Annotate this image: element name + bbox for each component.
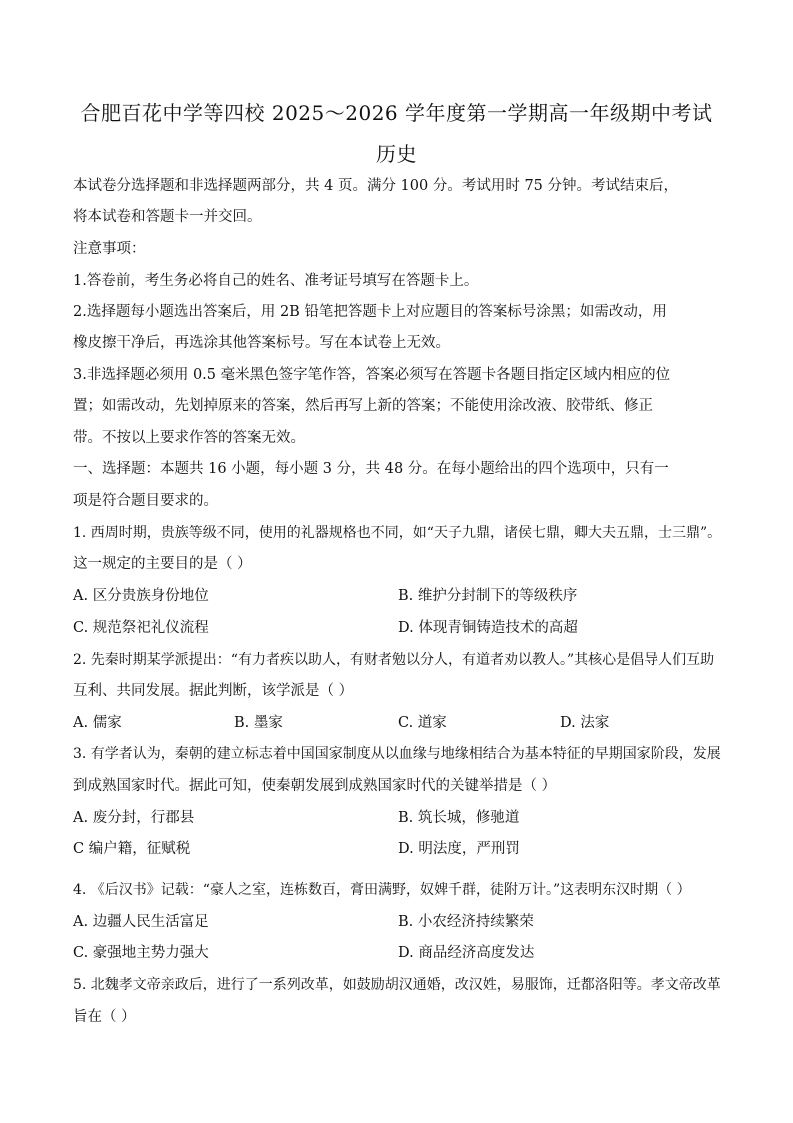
q2-option-d: D. 法家: [560, 715, 610, 731]
q5-stem-line-2: 旨在（ ）: [73, 1009, 136, 1025]
q1-option-b: B. 维护分封制下的等级秩序: [398, 588, 578, 604]
q3-option-a: A. 废分封，行郡县: [73, 810, 195, 826]
q3-option-c: C 编户籍，征赋税: [73, 841, 191, 857]
q1-option-a: A. 区分贵族身份地位: [73, 588, 209, 604]
q4-option-b: B. 小农经济持续繁荣: [398, 914, 534, 930]
section-heading-line-2: 项是符合题目要求的。: [73, 493, 218, 509]
note-3-line-1: 3.非选择题必须用 0.5 毫米黑色签字笔作答，答案必须写在答题卡各题目指定区域内相应的位: [73, 367, 671, 383]
note-3-line-2: 置；如需改动，先划掉原来的答案，然后再写上新的答案；不能使用涂改液、胶带纸、修正: [73, 398, 653, 414]
q3-option-d: D. 明法度，严刑罚: [398, 841, 520, 857]
section-heading-line-1: 一、选择题：本题共 16 小题，每小题 3 分，共 48 分。在每小题给出的四个选项中，只有一: [73, 461, 669, 477]
q5-stem-line-1: 5. 北魏孝文帝亲政后，进行了一系列改革，如鼓励胡汉通婚，改汉姓，易服饰，迁都洛阳等。孝文帝改革: [73, 977, 721, 993]
q3-stem-line-2: 到成熟国家时代。据此可知，使秦朝发展到成熟国家时代的关键举措是（ ）: [73, 778, 557, 794]
note-3-line-3: 带。不按以上要求作答的答案无效。: [73, 430, 305, 446]
q1-stem-line-1: 1. 西周时期，贵族等级不同，使用的礼器规格也不同，如“天子九鼎，诸侯七鼎，卿大夫五鼎，士三鼎”。: [73, 525, 722, 541]
q2-option-a: A. 儒家: [73, 715, 122, 731]
q4-stem-line-1: 4. 《后汉书》记载：“豪人之室，连栋数百，膏田满野，奴婢千群，徒附万计。”这表明东汉时期（ ）: [73, 882, 691, 898]
intro-line-2: 将本试卷和答题卡一并交回。: [73, 209, 262, 225]
q3-option-b: B. 筑长城，修驰道: [398, 810, 520, 826]
q2-stem-line-2: 互利、共同发展。据此判断，该学派是（ ）: [73, 683, 354, 699]
q2-stem-line-1: 2. 先秦时期某学派提出：“有力者疾以助人，有财者勉以分人，有道者劝以教人。”其核心是倡导人们互助: [73, 652, 715, 668]
q2-option-b: B. 墨家: [234, 715, 283, 731]
q2-option-c: C. 道家: [398, 715, 447, 731]
notes-heading: 注意事项：: [73, 241, 146, 257]
note-1: 1.答卷前，考生务必将自己的姓名、准考证号填写在答题卡上。: [73, 273, 479, 289]
q1-stem-line-2: 这一规定的主要目的是（ ）: [73, 556, 252, 572]
subject-title: 历史: [376, 142, 417, 166]
intro-line-1: 本试卷分选择题和非选择题两部分，共 4 页。满分 100 分。考试用时 75 分钟。考试结束后，: [73, 178, 679, 194]
exam-title: 合肥百花中学等四校 2025～2026 学年度第一学期高一年级期中考试: [80, 101, 713, 125]
q3-stem-line-1: 3. 有学者认为，秦朝的建立标志着中国国家制度从以血缘与地缘相结合为基本特征的早期国家阶段，发展: [73, 746, 721, 762]
q4-option-c: C. 豪强地主势力强大: [73, 945, 209, 961]
q1-option-c: C. 规范祭祀礼仪流程: [73, 620, 209, 636]
q4-option-d: D. 商品经济高度发达: [398, 945, 535, 961]
note-2-line-1: 2.选择题每小题选出答案后，用 2B 铅笔把答题卡上对应题目的答案标号涂黑；如需改动，用: [73, 304, 667, 320]
note-2-line-2: 橡皮擦干净后，再选涂其他答案标号。写在本试卷上无效。: [73, 335, 450, 351]
q4-option-a: A. 边疆人民生活富足: [73, 914, 209, 930]
q1-option-d: D. 体现青铜铸造技术的高超: [398, 620, 578, 636]
